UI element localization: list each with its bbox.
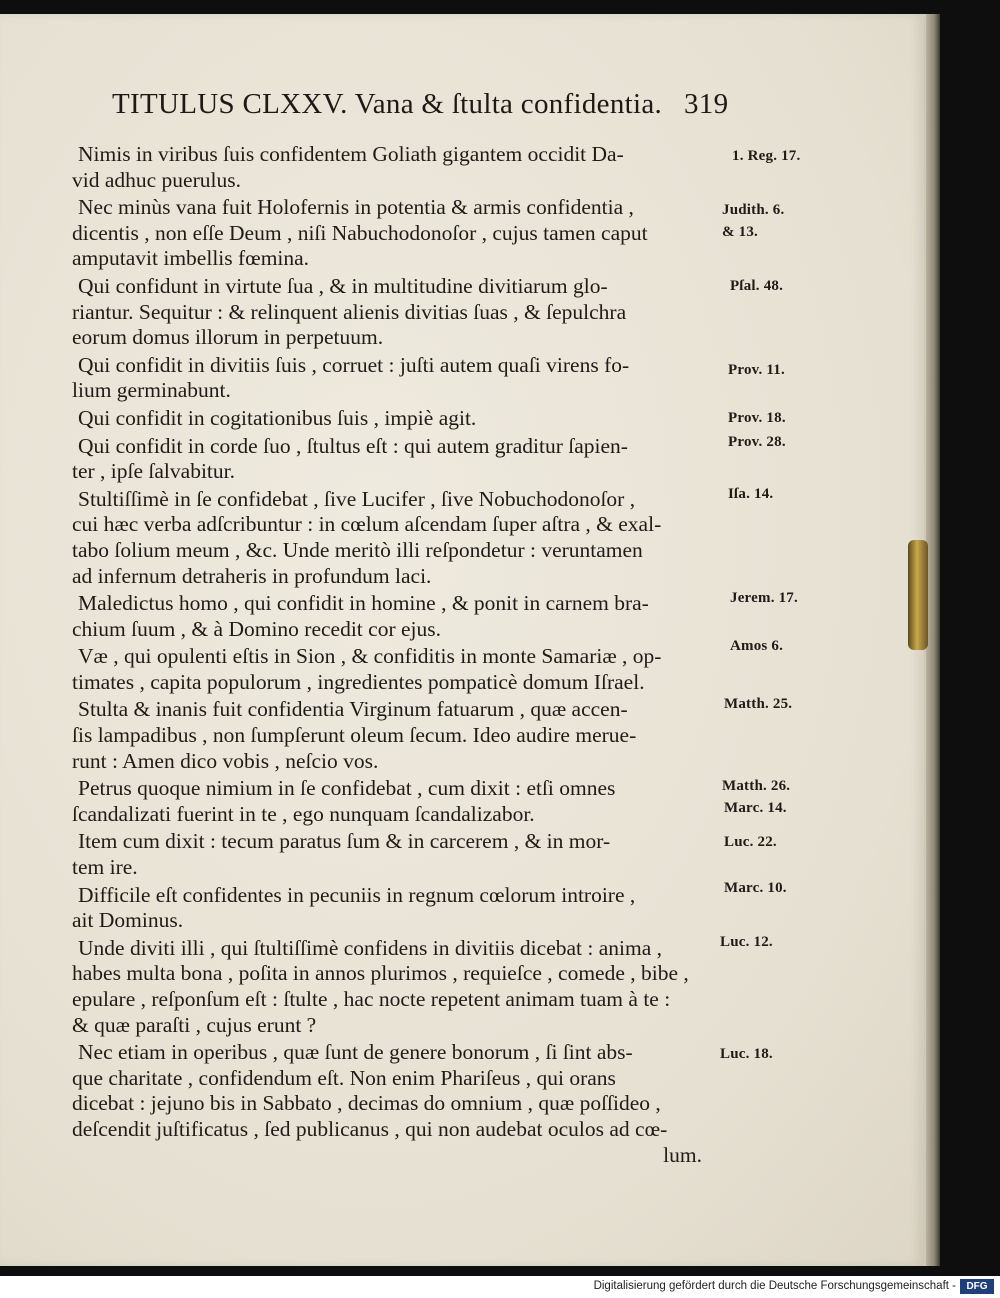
dfg-logo: DFG [960,1279,994,1294]
margin-citation: Iſa. 14. [728,486,774,502]
text-line: Item cum dixit : tecum paratus ſum & in carcerem , & in mor- [78,829,611,854]
paragraph [72,936,732,1038]
margin-citation: Judith. 6. [722,202,785,218]
paragraph [72,697,732,774]
page-edge [926,14,940,1266]
text-line: tabo ſolium meum , &c. Unde meritò illi reſpondetur : veruntamen [72,537,643,562]
running-header [112,88,752,128]
text-line: dicentis , non eſſe Deum , niſi Nabuchodonoſor , cujus tamen caput [72,220,648,245]
paragraph [72,829,732,880]
text-line: chium ſuum , & à Domino recedit cor ejus. [72,616,441,641]
text-line: Maledictus homo , qui confidit in homine , & ponit in carnem bra- [78,591,649,616]
text-line: lium germinabunt. [72,378,231,403]
text-line: vid adhuc puerulus. [72,167,241,192]
paragraph [72,434,732,485]
running-title: TITULUS CLXXV. Vana & ſtulta confidentia. [112,88,663,120]
text-line: epulare , reſponſum eſt : ſtulte , hac nocte repetent animam tuam à te : [72,987,671,1011]
margin-citation: Amos 6. [730,638,784,654]
main-text [72,142,732,1170]
margin-citation: Luc. 22. [724,834,777,850]
text-line: Væ , qui opulenti eſtis in Sion , & confiditis in monte Samariæ , op- [78,644,662,669]
text-line: que charitate , confidendum eſt. Non enim Phariſeus , qui orans [72,1065,616,1090]
text-line: Qui confidit in cogitationibus ſuis , impiè agit. [78,405,477,430]
paragraph [72,274,732,351]
margin-citation: Matth. 26. [722,778,791,794]
page-number: 319 [684,88,729,120]
text-line: Unde diviti illi , qui ſtultiſſimè confidens in divitiis dicebat : anima , [78,935,663,960]
text-line: ad infernum detraheris in profundum laci. [72,563,432,588]
text-line: Qui confidit in divitiis ſuis , corruet : juſti autem quaſi virens fo- [78,352,630,377]
text-line: amputavit imbellis fœmina. [72,246,310,271]
text-line: tem ire. [72,855,138,880]
funding-notice: Digitalisierung gefördert durch die Deutsche Forschungsgemeinschaft - [593,1280,956,1292]
margin-citation: Prov. 11. [728,362,785,378]
text-line: Nec minùs vana fuit Holofernis in potentia & armis confidentia , [78,195,634,220]
text-line: Nimis in viribus ſuis confidentem Goliath gigantem occidit Da- [78,142,624,166]
text-line: ait Dominus. [72,908,184,933]
paragraph [72,591,732,642]
text-line: riantur. Sequitur : & relinquent alienis divitias ſuas , & ſepulchra [72,299,627,324]
text-line: Difficile eſt confidentes in pecuniis in regnum cœlorum introire , [78,882,636,907]
text-line: Qui confidit in corde ſuo , ſtultus eſt : qui autem graditur ſapien- [78,433,628,458]
text-line: ſis lampadibus , non ſumpſerunt oleum ſecum. Ideo audire merue- [72,723,637,748]
text-line: Stulta & inanis fuit confidentia Virginum fatuarum , quæ accen- [78,697,628,722]
margin-citation: Marc. 10. [724,880,787,896]
book-clip [908,540,928,650]
text-line: ſcandalizati fuerint in te , ego nunquam ſcandalizabor. [72,801,535,826]
paragraph [72,1040,732,1168]
margin-citation: Prov. 28. [728,434,786,450]
text-line: Stultiſſimè in ſe confidebat , ſive Lucifer , ſive Nobuchodonoſor , [78,486,636,511]
text-line: runt : Amen dico vobis , neſcio vos. [72,748,379,773]
margin-citation: Matth. 25. [724,696,793,712]
text-line: deſcendit juſtificatus , ſed publicanus , qui non audebat oculos ad cœ- [72,1116,668,1141]
margin-citation: Luc. 12. [720,934,773,950]
footer-bar [0,1276,1000,1298]
text-line: Nec etiam in operibus , quæ ſunt de genere bonorum , ſi ſint abs- [78,1040,633,1065]
paragraph [72,883,732,934]
paragraph [72,644,732,695]
paragraph [72,142,732,193]
margin-citation: Marc. 14. [724,800,787,816]
margin-citation: Jerem. 17. [730,590,798,606]
text-line: & quæ paraſti , cujus erunt ? [72,1012,317,1037]
paragraph [72,353,732,404]
text-line: cui hæc verba adſcribuntur : in cœlum aſcendam ſuper aſtra , & exal- [72,512,662,537]
text-line: Petrus quoque nimium in ſe confidebat , cum dixit : etſi omnes [78,776,616,801]
paragraph [72,776,732,827]
paragraph [72,195,732,272]
paragraph [72,406,732,432]
text-line: Qui confidunt in virtute ſua , & in multitudine divitiarum glo- [78,273,608,298]
margin-citation: 1. Reg. 17. [732,148,801,164]
margin-citation: Luc. 18. [720,1046,773,1062]
margin-citation: Prov. 18. [728,410,786,426]
text-line: eorum domus illorum in perpetuum. [72,325,384,350]
text-line: ter , ipſe ſalvabitur. [72,459,235,484]
text-line: lum. [663,1142,702,1167]
margin-citation: & 13. [722,224,758,240]
text-line: habes multa bona , poſita in annos plurimos , requieſce , comede , bibe , [72,961,689,986]
text-line: timates , capita populorum , ingredientes pompaticè domum Iſrael. [72,669,645,694]
text-line: dicebat : jejuno bis in Sabbato , decimas do omnium , quæ poſſideo , [72,1091,661,1116]
margin-citation: Pſal. 48. [730,278,784,294]
paragraph [72,487,732,589]
